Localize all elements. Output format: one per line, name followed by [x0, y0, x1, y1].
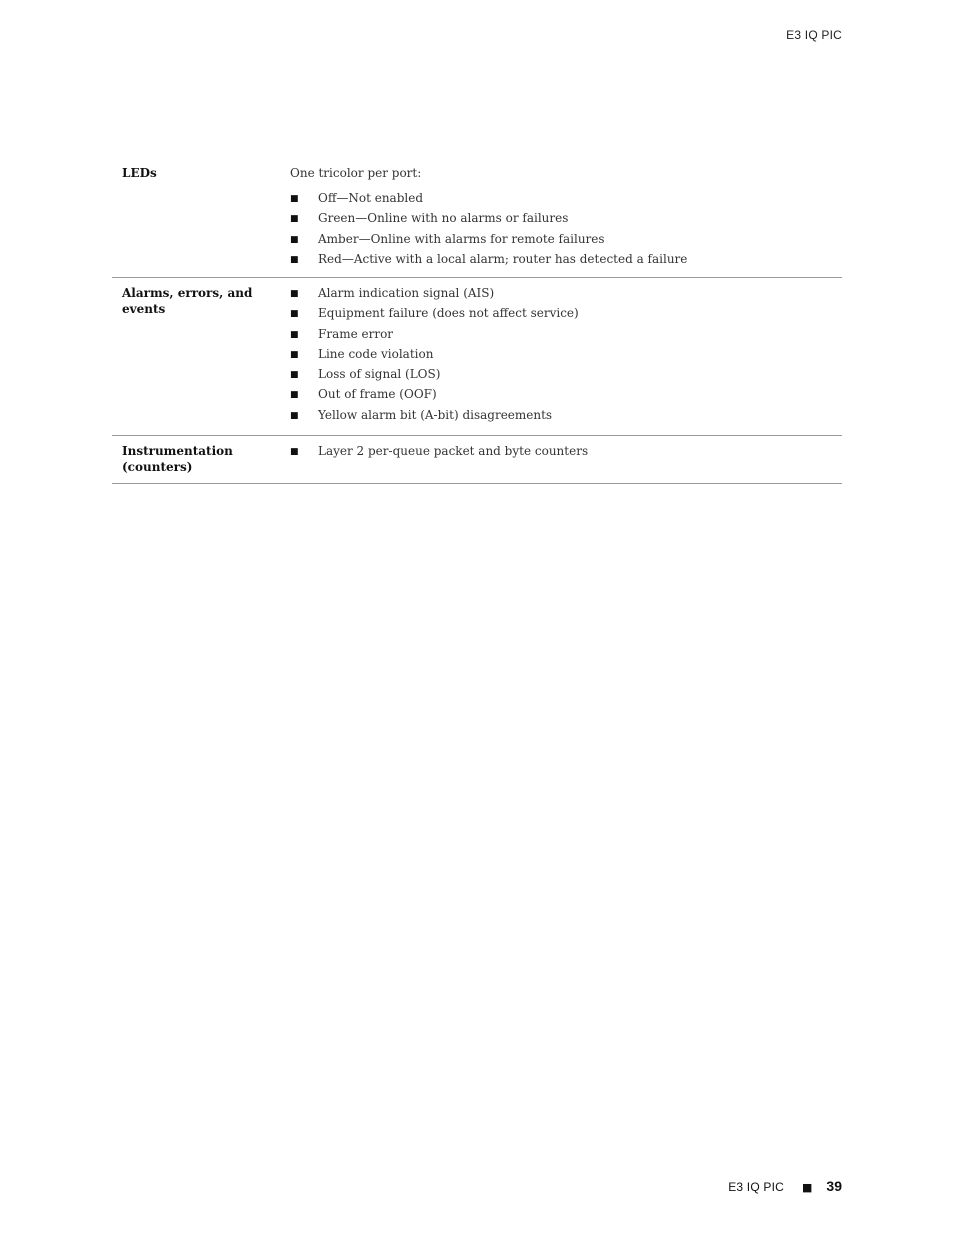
list-item: [290, 210, 842, 230]
table-row: [112, 160, 842, 278]
bullet-list: [290, 285, 842, 427]
row-intro: One tricolor per port:: [290, 166, 422, 180]
bullet-icon: ■: [290, 194, 299, 204]
list-item-text: Red—Active with a local alarm; router has detected a failure: [318, 251, 688, 266]
list-item: [290, 285, 842, 305]
list-item-text: Frame error: [318, 326, 394, 341]
bullet-icon: ■: [290, 370, 299, 381]
table-row: [112, 436, 842, 484]
bullet-icon: ■: [290, 349, 299, 360]
footer-title: E3 IQ PIC: [728, 1180, 785, 1194]
table-row: [112, 278, 842, 436]
footer-separator-icon: ■: [802, 1181, 813, 1194]
list-item-text: Yellow alarm bit (A-bit) disagreements: [318, 407, 553, 422]
bullet-icon: ■: [290, 390, 299, 401]
bullet-icon: ■: [290, 447, 299, 457]
row-content: [290, 165, 842, 277]
page-number: 39: [826, 1178, 842, 1194]
list-item: [290, 366, 842, 386]
bullet-icon: ■: [290, 329, 299, 340]
spec-table: [112, 160, 842, 484]
bullet-icon: ■: [290, 410, 299, 421]
row-label: Alarms, errors, and events: [122, 286, 253, 316]
list-item: [290, 190, 842, 210]
list-item-text: Amber—Online with alarms for remote failures: [318, 231, 605, 246]
running-footer: [728, 1178, 842, 1194]
list-item: [290, 346, 842, 366]
list-item: [290, 231, 842, 251]
list-item: [290, 407, 842, 427]
bullet-icon: ■: [290, 309, 299, 320]
bullet-list: [290, 443, 842, 463]
bullet-icon: ■: [290, 214, 299, 225]
list-item-text: Loss of signal (LOS): [318, 367, 441, 382]
row-content: [290, 285, 842, 435]
list-item-text: Layer 2 per-queue packet and byte counters: [318, 444, 589, 458]
list-item-text: Off—Not enabled: [318, 191, 424, 205]
list-item: [290, 443, 842, 463]
row-label: Instrumentation (counters): [122, 444, 233, 474]
list-item: [290, 326, 842, 346]
bullet-list: [290, 190, 842, 271]
list-item-text: Out of frame (OOF): [318, 387, 437, 402]
list-item-text: Alarm indication signal (AIS): [318, 286, 495, 300]
list-item: [290, 386, 842, 406]
bullet-icon: ■: [290, 234, 299, 245]
list-item-text: Green—Online with no alarms or failures: [318, 211, 569, 226]
list-item: [290, 305, 842, 325]
row-label: LEDs: [122, 166, 157, 180]
list-item: [290, 251, 842, 271]
bullet-icon: ■: [290, 254, 299, 265]
list-item-text: Line code violation: [318, 346, 434, 361]
bullet-icon: ■: [290, 289, 299, 299]
row-content: [290, 443, 842, 483]
running-header: E3 IQ PIC: [786, 28, 842, 42]
list-item-text: Equipment failure (does not affect service): [318, 306, 579, 321]
